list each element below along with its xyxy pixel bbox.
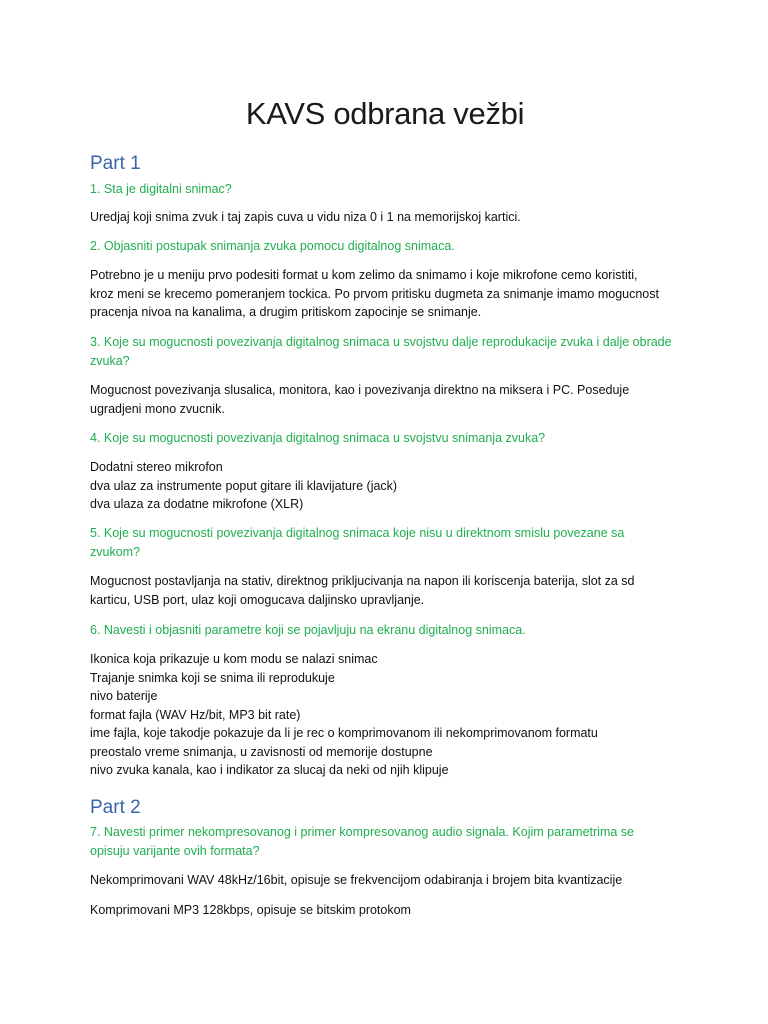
question-2 [90, 237, 690, 256]
answer-line: pracenja nivoa na kanalima, a drugim pritiskom zapocinje se snimanje. [90, 305, 482, 319]
answer-line: nivo baterije [90, 689, 158, 703]
answer-line: Mogucnost povezivanja slusalica, monitora, kao i povezivanja direktno na miksera i PC. Poseduje [90, 383, 630, 397]
answer-line: dva ulaza za dodatne mikrofone (XLR) [90, 497, 304, 511]
question-line: 6. Navesti i objasniti parametre koji se pojavljuju na ekranu digitalnog snimaca. [90, 623, 526, 637]
document-title: KAVS odbrana vežbi [245, 96, 525, 131]
answer-line: Komprimovani MP3 128kbps, opisuje se bitskim protokom [90, 903, 411, 917]
question-line: 3. Koje su mogucnosti povezivanja digitalnog snimaca u svojstvu dalje reprodukacije zvuka i dalje obrade [90, 335, 672, 349]
answer-line: Mogucnost postavljanja na stativ, direktnog prikljucivanja na napon ili koriscenja baterija, slot za sd [90, 574, 635, 588]
question-line: zvuka? [90, 353, 130, 368]
question-4 [90, 429, 690, 448]
answer-line: preostalo vreme snimanja, u zavisnosti od memorije dostupne [90, 744, 433, 759]
answer-line: ime fajla, koje takodje pokazuje da li je rec o komprimovanom ili nekomprimovanom formatu [90, 726, 598, 740]
question-5 [90, 524, 690, 561]
part-heading-2: Part 2 [90, 797, 141, 818]
part-heading-1: Part 1 [90, 153, 141, 174]
answer-6 [90, 650, 690, 780]
answer-3 [90, 381, 690, 418]
answer-line: Nekomprimovani WAV 48kHz/16bit, opisuje se frekvencijom odabiranja i brojem bita kvantizacije [90, 873, 623, 887]
question-line: 7. Navesti primer nekompresovanog i primer kompresovanog audio signala. Kojim parametrima se [90, 825, 634, 839]
answer-line: Ikonica koja prikazuje u kom modu se nalazi snimac [90, 652, 378, 666]
question-6 [90, 621, 690, 640]
question-line: opisuju varijante ovih formata? [90, 843, 260, 858]
answer-line: Potrebno je u meniju prvo podesiti format u kom zelimo da snimamo i koje mikrofone cemo koristiti, [90, 268, 638, 282]
question-3 [90, 333, 690, 370]
question-1 [90, 180, 690, 199]
question-line: 5. Koje su mogucnosti povezivanja digitalnog snimaca koje nisu u direktnom smislu povezane sa [90, 526, 625, 540]
question-7 [90, 823, 690, 860]
answer-2 [90, 266, 690, 322]
answer-line: format fajla (WAV Hz/bit, MP3 bit rate) [90, 707, 301, 722]
answer-line: dva ulaz za instrumente poput gitare ili klavijature (jack) [90, 478, 398, 493]
answer-7b [90, 901, 690, 920]
question-line: zvukom? [90, 544, 141, 559]
answer-line: kroz meni se krecemo pomeranjem tockica. Po prvom pritisku dugmeta za snimanje imamo mogucnost [90, 286, 659, 301]
answer-line: Trajanje snimka koji se snima ili reprodukuje [90, 670, 335, 685]
answer-line: Uredjaj koji snima zvuk i taj zapis cuva u vidu niza 0 i 1 na memorijskoj kartici. [90, 210, 521, 224]
answer-line: Dodatni stereo mikrofon [90, 460, 223, 474]
question-line: 1. Sta je digitalni snimac? [90, 182, 232, 196]
answer-4 [90, 458, 690, 514]
answer-1 [90, 208, 690, 227]
answer-line: karticu, USB port, ulaz koji omogucava daljinsko upravljanje. [90, 592, 425, 607]
answer-5 [90, 572, 690, 609]
question-line: 4. Koje su mogucnosti povezivanja digitalnog snimaca u svojstvu snimanja zvuka? [90, 431, 546, 445]
answer-7a [90, 871, 690, 890]
question-line: 2. Objasniti postupak snimanja zvuka pomocu digitalnog snimaca. [90, 239, 455, 253]
answer-line: nivo zvuka kanala, kao i indikator za slucaj da neki od njih klipuje [90, 763, 449, 777]
answer-line: ugradjeni mono zvucnik. [90, 401, 225, 416]
